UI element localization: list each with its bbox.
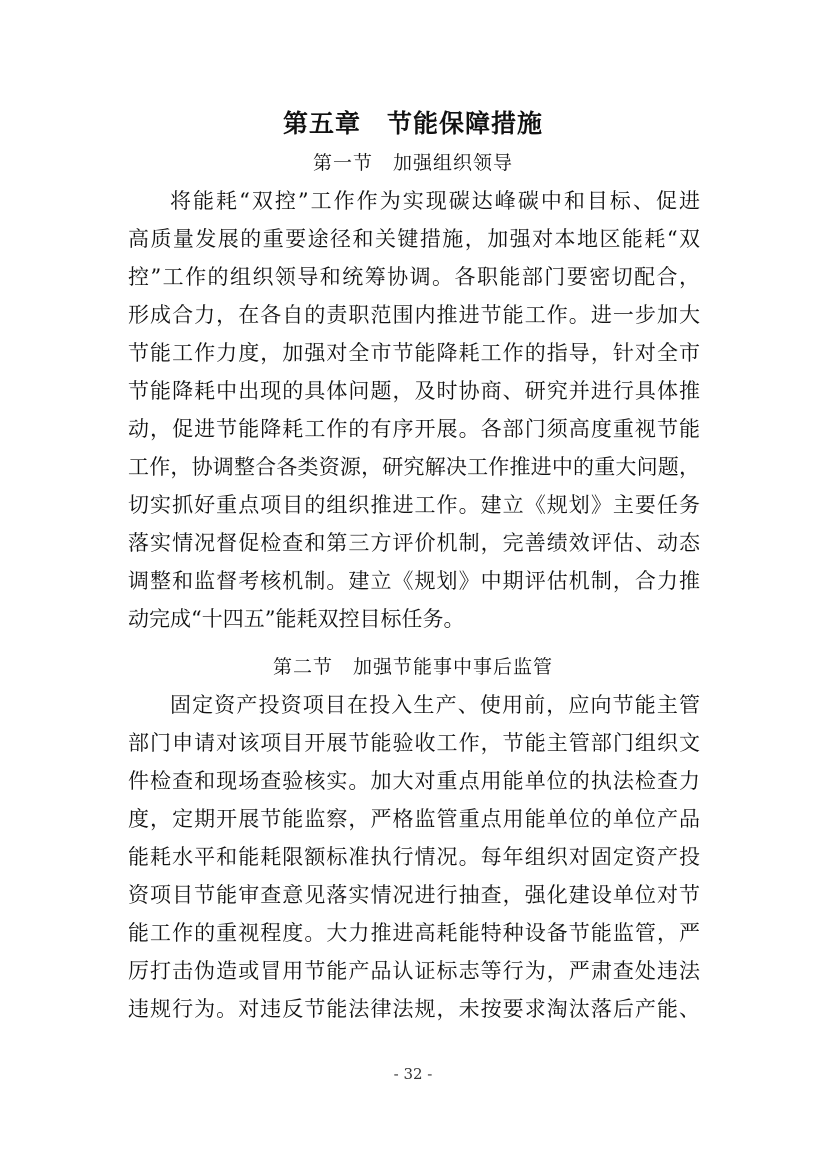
paragraph-line: 固定资产投资项目在投入生产、使用前，应向节能主管: [170, 693, 700, 717]
paragraph-line: 动，促进节能降耗工作的有序开展。各部门须高度重视节能: [128, 417, 700, 441]
paragraph-line: 度，定期开展节能监察，严格监管重点用能单位的单位产品: [128, 807, 700, 831]
paragraph-line: 切实抓好重点项目的组织推进工作。建立《规划》主要任务: [128, 493, 700, 517]
paragraph-line: 资项目节能审查意见落实情况进行抽查，强化建设单位对节: [128, 883, 700, 907]
paragraph-line: 调整和监督考核机制。建立《规划》中期评估机制，合力推: [128, 569, 700, 593]
paragraph-line: 高质量发展的重要途径和关键措施，加强对本地区能耗“双: [128, 227, 700, 251]
paragraph-line: 件检查和现场查验核实。加大对重点用能单位的执法检查力: [128, 769, 700, 793]
section-title: 第二节 加强节能事中事后监管: [272, 656, 553, 678]
section-title: 第一节 加强组织领导: [312, 152, 513, 174]
paragraph-line: 能耗水平和能耗限额标准执行情况。每年组织对固定资产投: [128, 845, 700, 869]
paragraph-line: 能工作的重视程度。大力推进高耗能特种设备节能监管，严: [128, 921, 700, 945]
paragraph-line: 违规行为。对违反节能法律法规，未按要求淘汰落后产能、: [128, 997, 700, 1021]
paragraph-line: 形成合力，在各自的责职范围内推进节能工作。进一步加大: [128, 303, 700, 327]
paragraph-line: 节能工作力度，加强对全市节能降耗工作的指导，针对全市: [128, 341, 700, 365]
paragraph-line: 节能降耗中出现的具体问题，及时协商、研究并进行具体推: [128, 379, 700, 403]
paragraph-line: 部门申请对该项目开展节能验收工作，节能主管部门组织文: [128, 731, 700, 755]
paragraph-line: 厉打击伪造或冒用节能产品认证标志等行为，严肃查处违法: [128, 959, 700, 983]
paragraph-line: 将能耗“双控”工作作为实现碳达峰碳中和目标、促进: [170, 189, 700, 213]
paragraph-line: 动完成“十四五”能耗双控目标任务。: [128, 607, 465, 631]
paragraph-line: 控”工作的组织领导和统筹协调。各职能部门要密切配合，: [128, 265, 700, 289]
chapter-title: 第五章 节能保障措施: [282, 109, 543, 138]
page-number: - 32 -: [393, 1065, 433, 1083]
paragraph-line: 工作，协调整合各类资源，研究解决工作推进中的重大问题，: [128, 455, 700, 479]
paragraph-line: 落实情况督促检查和第三方评价机制，完善绩效评估、动态: [128, 531, 700, 555]
